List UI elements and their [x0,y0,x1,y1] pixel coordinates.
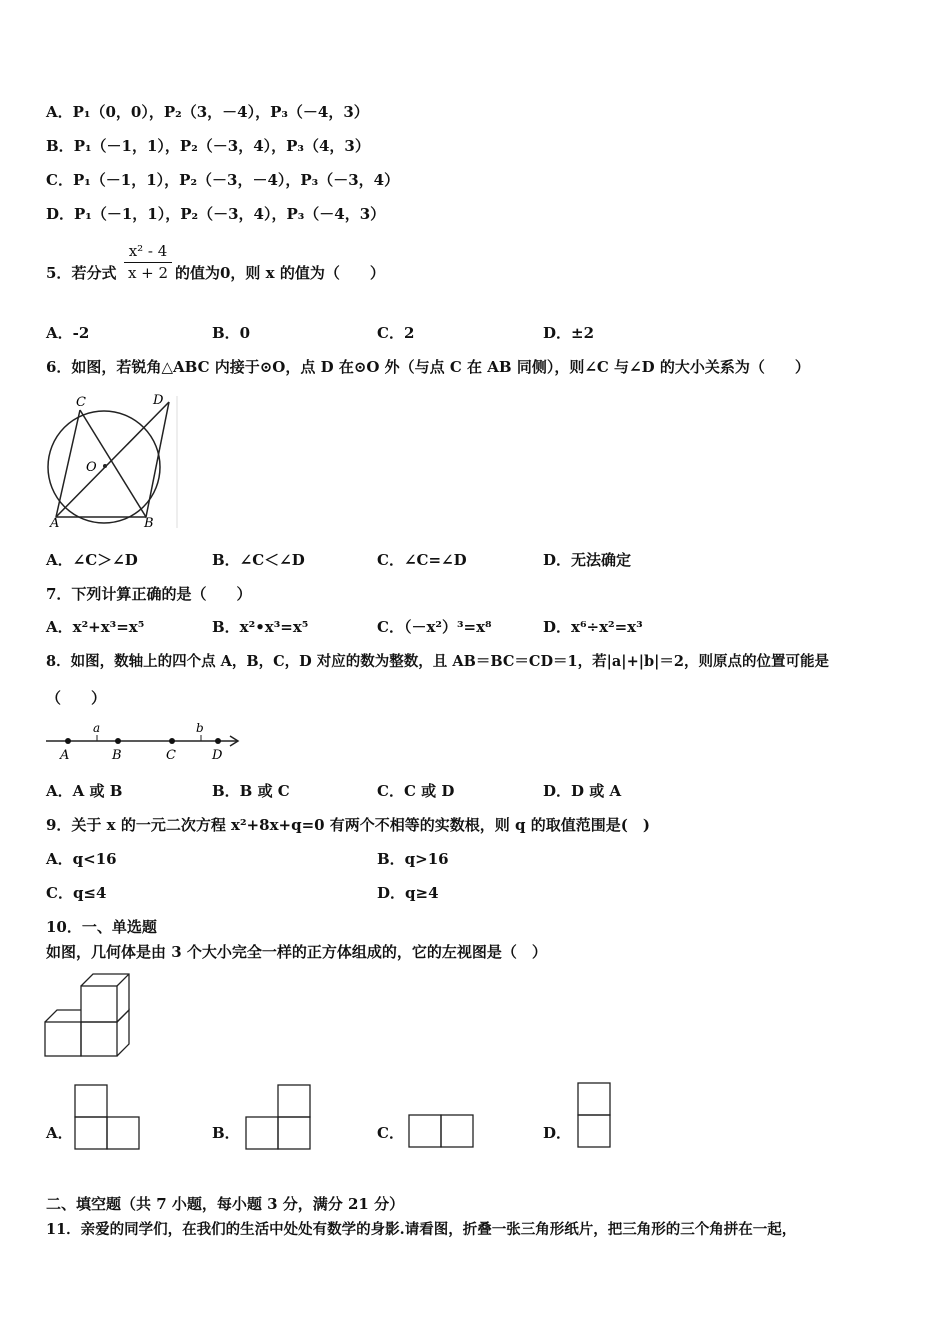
q5-option-b: B．0 [212,324,251,342]
left-cube-front [45,1022,81,1056]
q7-option-b: B．x²•x³=x⁵ [212,618,309,636]
q5-option-a: A．-2 [46,324,90,342]
q5-option-d: D．±2 [543,324,595,342]
q5-suffix: 的值为0，则 x 的值为（ ） [175,264,385,282]
q6-stem: 6．如图，若锐角△ABC 内接于⊙O，点 D 在⊙O 外（与点 C 在 AB 同侧），则∠C 与∠D 的大小关系为（ ） [46,358,810,376]
q6-option-a: A．∠C＞∠D [46,551,138,569]
label-d: D [153,393,164,408]
q10-option-c-label: C． [377,1124,404,1142]
q6-circle-figure [44,392,179,532]
q9-option-c: C．q≤4 [46,884,107,902]
label-A: A [60,748,70,763]
q6-option-b: B．∠C＜∠D [212,551,305,569]
label-B: B [112,748,122,763]
q5-fraction [124,241,172,282]
segment-da [56,402,169,517]
point-D [215,738,221,744]
q7-option-d: D．x⁶÷x²=x³ [543,618,643,636]
q6-option-c: C．∠C=∠D [377,551,467,569]
label-o: O [86,460,97,475]
q10-option-b-view [244,1083,312,1151]
left-cube-top [45,1010,81,1022]
q10-option-a-label: A． [46,1124,73,1142]
q10-option-b-label: B． [212,1124,240,1142]
q10-header: 10．一、单选题 [46,918,157,936]
label-C: C [166,748,176,763]
q5-numerator: x² - 4 [128,242,168,260]
center-point [103,464,107,468]
segment-db [146,402,169,517]
section2-heading: 二、填空题（共 7 小题，每小题 3 分，满分 21 分） [46,1195,405,1213]
q6-option-d: D．无法确定 [543,551,632,569]
q11-stem: 11．亲爱的同学们，在我们的生活中处处有数学的身影.请看图，折叠一张三角形纸片，把三角形的三个角拼在一起， [46,1221,797,1238]
q9-option-a: A．q<16 [46,850,117,868]
q8-stem: 8．如图，数轴上的四个点 A，B，C，D 对应的数为整数，且 AB＝BC＝CD＝1，若|a|+|b|＝2，则原点的位置可能是 [46,653,829,670]
label-b-upper: b [196,721,204,735]
q5-denominator: x + 2 [127,264,169,282]
q7-stem: 7．下列计算正确的是（ ） [46,585,252,603]
q8-option-c: C．C 或 D [377,782,455,800]
point-A [65,738,71,744]
q8-paren: （ ） [46,689,107,707]
q10-option-a-view [73,1083,141,1151]
bottom-right-cube-front [81,1022,117,1056]
q4-option-a-text: A．P₁（0，0），P₂（3，－4），P₃（－4，3） [46,103,369,121]
q9-option-b: B．q>16 [377,850,449,868]
label-a-upper: a [93,721,101,735]
q10-cube-figure [44,970,134,1060]
q5-stem: 5．若分式 [46,264,117,282]
label-c: C [76,395,86,410]
top-cube-front [81,986,117,1022]
q10-option-d-view [576,1081,612,1149]
q4-option-c: C．P₁（－1，1），P₂（－3，－4），P₃（－3，4） [46,171,400,189]
q8-number-line [44,718,244,764]
q10-stem: 如图，几何体是由 3 个大小完全一样的正方体组成的，它的左视图是（ ） [46,943,547,961]
q8-option-b: B．B 或 C [212,782,290,800]
q10-option-c-view [407,1113,475,1149]
label-b: B [144,516,154,531]
q7-option-c: C．（－x²）³=x⁸ [377,618,492,636]
q8-option-a: A．A 或 B [46,782,123,800]
q9-stem: 9．关于 x 的一元二次方程 x²+8x+q=0 有两个不相等的实数根，则 q 的取值范围是( ) [46,816,650,834]
bottom-right-cube-depth [117,1010,129,1056]
label-a: A [50,516,60,531]
segment-ca [56,410,80,517]
label-D: D [212,748,223,763]
q10-option-d-label: D． [543,1124,572,1142]
q4-option-d: D．P₁（－1，1），P₂（－3，4），P₃（－4，3） [46,205,386,223]
q5-option-c: C．2 [377,324,415,342]
q4-option-b: B．P₁（－1，1），P₂（－3，4），P₃（4，3） [46,137,370,155]
q7-option-a: A．x²+x³=x⁵ [46,618,145,636]
q8-option-d: D．D 或 A [543,782,622,800]
q9-option-d: D．q≥4 [377,884,439,902]
point-C [169,738,175,744]
point-B [115,738,121,744]
